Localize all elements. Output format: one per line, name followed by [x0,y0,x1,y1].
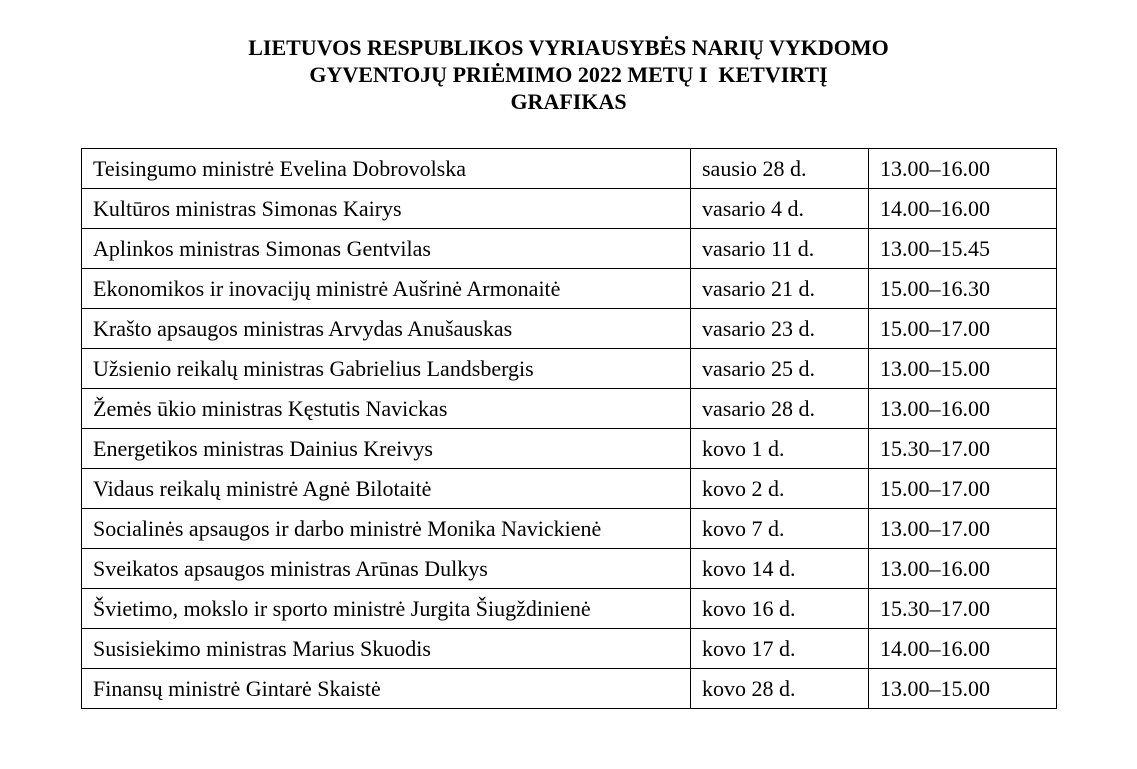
date-cell: kovo 14 d. [691,549,869,589]
time-cell: 14.00–16.00 [869,629,1057,669]
time-cell: 15.00–17.00 [869,469,1057,509]
official-cell: Ekonomikos ir inovacijų ministrė Aušrinė Armonaitė [82,269,691,309]
title-line-1: LIETUVOS RESPUBLIKOS VYRIAUSYBĖS NARIŲ VYKDOMO [248,35,889,60]
date-cell: kovo 28 d. [691,669,869,709]
table-row [82,429,1057,469]
table-row [82,549,1057,589]
official-cell: Aplinkos ministras Simonas Gentvilas [82,229,691,269]
table-row [82,669,1057,709]
table-row [82,509,1057,549]
date-cell: kovo 2 d. [691,469,869,509]
title-line-2: GYVENTOJŲ PRIĖMIMO 2022 METŲ I KETVIRTĮ [309,62,828,87]
time-cell: 13.00–16.00 [869,149,1057,189]
table-row [82,349,1057,389]
table-row [82,389,1057,429]
schedule-table [81,148,1057,709]
table-row [82,189,1057,229]
time-cell: 13.00–17.00 [869,509,1057,549]
date-cell: kovo 16 d. [691,589,869,629]
official-cell: Švietimo, mokslo ir sporto ministrė Jurgita Šiugždinienė [82,589,691,629]
date-cell: vasario 28 d. [691,389,869,429]
table-row [82,149,1057,189]
table-row [82,629,1057,669]
official-cell: Vidaus reikalų ministrė Agnė Bilotaitė [82,469,691,509]
table-row [82,309,1057,349]
title-line-3: GRAFIKAS [510,89,627,114]
official-cell: Finansų ministrė Gintarė Skaistė [82,669,691,709]
table-row [82,269,1057,309]
time-cell: 13.00–15.00 [869,349,1057,389]
date-cell: kovo 7 d. [691,509,869,549]
time-cell: 15.00–16.30 [869,269,1057,309]
date-cell: kovo 1 d. [691,429,869,469]
time-cell: 15.30–17.00 [869,429,1057,469]
date-cell: vasario 21 d. [691,269,869,309]
table-row [82,229,1057,269]
date-cell: vasario 23 d. [691,309,869,349]
date-cell: kovo 17 d. [691,629,869,669]
date-cell: vasario 25 d. [691,349,869,389]
official-cell: Energetikos ministras Dainius Kreivys [82,429,691,469]
official-cell: Teisingumo ministrė Evelina Dobrovolska [82,149,691,189]
time-cell: 15.30–17.00 [869,589,1057,629]
date-cell: vasario 4 d. [691,189,869,229]
table-row [82,589,1057,629]
date-cell: sausio 28 d. [691,149,869,189]
official-cell: Užsienio reikalų ministras Gabrielius Landsbergis [82,349,691,389]
time-cell: 13.00–15.00 [869,669,1057,709]
official-cell: Kultūros ministras Simonas Kairys [82,189,691,229]
official-cell: Susisiekimo ministras Marius Skuodis [82,629,691,669]
official-cell: Sveikatos apsaugos ministras Arūnas Dulkys [82,549,691,589]
time-cell: 15.00–17.00 [869,309,1057,349]
time-cell: 13.00–15.45 [869,229,1057,269]
date-cell: vasario 11 d. [691,229,869,269]
official-cell: Socialinės apsaugos ir darbo ministrė Monika Navickienė [82,509,691,549]
table-row [82,469,1057,509]
time-cell: 14.00–16.00 [869,189,1057,229]
official-cell: Žemės ūkio ministras Kęstutis Navickas [82,389,691,429]
time-cell: 13.00–16.00 [869,389,1057,429]
official-cell: Krašto apsaugos ministras Arvydas Anušauskas [82,309,691,349]
document-title [0,34,1137,115]
time-cell: 13.00–16.00 [869,549,1057,589]
